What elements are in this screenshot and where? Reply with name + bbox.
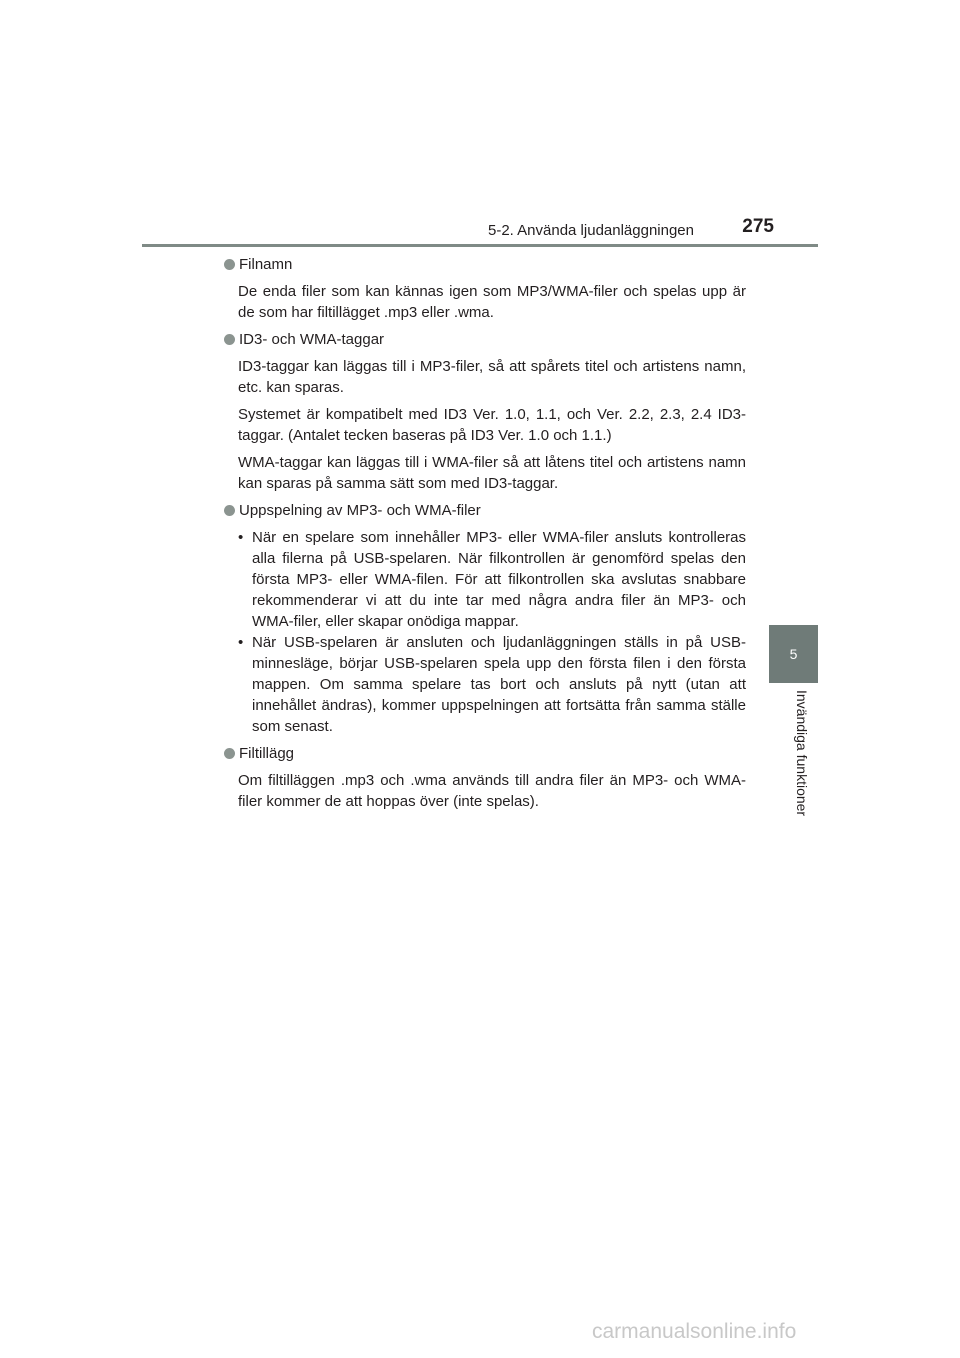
bullet-dot-icon	[224, 259, 235, 270]
page-number: 275	[742, 216, 774, 237]
watermark: carmanualsonline.info	[592, 1320, 797, 1343]
list-item	[238, 632, 746, 737]
paragraph: WMA-taggar kan läggas till i WMA-filer så att låtens titel och artistens namn kan sparas på samma sätt som med ID3-taggar.	[238, 454, 746, 492]
section-id3-wma-taggar	[224, 329, 746, 494]
main-content	[224, 254, 746, 818]
bullet-dot-icon	[224, 334, 235, 345]
bullet-point-icon: •	[238, 529, 244, 546]
section-heading-text: Uppspelning av MP3- och WMA-filer	[239, 502, 481, 519]
paragraph: Om filtilläggen .mp3 och .wma används till andra filer än MP3- och WMA-filer kommer de att hoppas över (inte spelas).	[238, 772, 746, 810]
bullet-list	[238, 527, 746, 737]
section-heading	[224, 500, 746, 521]
section-heading	[224, 254, 746, 275]
chapter-number: 5	[789, 646, 798, 662]
header-rule	[142, 244, 818, 247]
section-uppspelning	[224, 500, 746, 737]
paragraph: Systemet är kompatibelt med ID3 Ver. 1.0, 1.1, och Ver. 2.2, 2.3, 2.4 ID3-taggar. (Antalet tecken baseras på ID3 Ver. 1.0 och 1.1.)	[238, 406, 746, 444]
section-heading	[224, 329, 746, 350]
section-heading-text: ID3- och WMA-taggar	[239, 331, 385, 348]
chapter-label: Invändiga funktioner	[794, 690, 810, 817]
bullet-dot-icon	[224, 748, 235, 759]
list-item-text: När USB-spelaren är ansluten och ljudanläggningen ställs in på USB-minnesläge, börjar USB-spelaren spela upp den första filen i den första mappen. Om samma spelare tas bort och ansluts på nytt (utan att innehållet ändras), kommer uppspelningen att fortsätta från samma ställe som senast.	[252, 634, 746, 735]
section-heading-text: Filnamn	[239, 256, 293, 273]
paragraph: De enda filer som kan kännas igen som MP3/WMA-filer och spelas upp är de som har filtillägget .mp3 eller .wma.	[238, 283, 746, 321]
section-heading	[224, 743, 746, 764]
bullet-dot-icon	[224, 505, 235, 516]
section-filtillagg	[224, 743, 746, 812]
paragraph: ID3-taggar kan läggas till i MP3-filer, så att spårets titel och artistens namn, etc. kan sparas.	[238, 358, 746, 396]
section-filnamn	[224, 254, 746, 323]
section-title: 5-2. Använda ljudanläggningen	[487, 222, 694, 239]
chapter-tab	[769, 625, 818, 683]
list-item	[238, 527, 746, 632]
section-heading-text: Filtillägg	[239, 745, 295, 762]
bullet-point-icon: •	[238, 634, 244, 651]
list-item-text: När en spelare som innehåller MP3- eller WMA-filer ansluts kontrolleras alla filerna på USB-spelaren. När filkontrollen är genomförd spelas den första MP3- eller WMA-filen. För att filkontrollen ska avslutas snabbare rekommenderar vi att du inte tar med några andra filer än MP3- och WMA-filer, eller skapar onödiga mappar.	[252, 529, 746, 630]
